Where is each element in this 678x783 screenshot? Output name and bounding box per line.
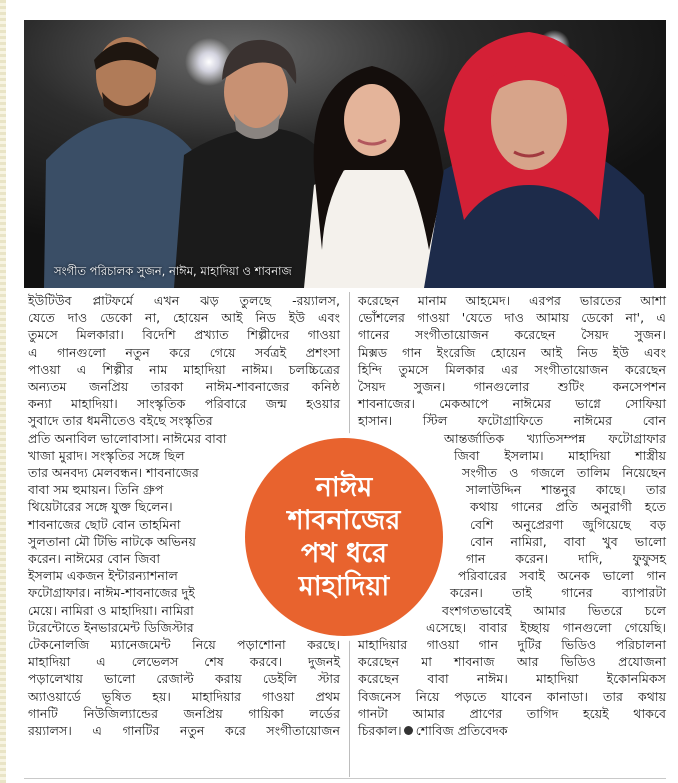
headline-line: শাবনাজের (287, 505, 401, 536)
text-line: টেকনোলজি ম্যানেজমেন্ট নিয়ে পড়াশোনা করছে। (28, 637, 340, 653)
text-line: গানটা আমার প্রাণের তাগিদ হয়েই থাকবে (358, 705, 666, 721)
page-edge-strip (0, 0, 6, 783)
text-line: রয়্যালস। এ গানটির নতুন করে সংগীতায়োজন (28, 723, 340, 739)
text-line: যেতে দাও ডেকো না, হোয়েন আই নিড ইউ এবং (28, 310, 340, 326)
text-line: পরিবারের সবাই অনেক ভালো গান (458, 568, 666, 584)
text-line: গানটি নিউজিল্যান্ডের জনপ্রিয় গায়িকা লর্ডের (28, 705, 340, 721)
text-line: মাহাদিয়া এ লেভেলস শেষ করবে। দুজনই (28, 654, 340, 670)
text-line: এসেছে। বাবার ইচ্ছায় গানগুলো গেয়েছি। (426, 619, 666, 635)
text-line: জিবা ইসলাম। মাহাদিয়া শাস্ত্রীয় (454, 447, 666, 463)
text-line: করেন। নাঈমের বোন জিবা (28, 551, 161, 567)
text-line: পড়ালেখায় ভালো রেজাল্ট করায় ডেইলি স্টার (28, 671, 340, 687)
text-line: সুলতানা মৌ টিভি নাটকে অভিনয় (28, 533, 196, 549)
text-line-with-byline (358, 722, 666, 739)
text-line: সুবাদে তার ধমনীতেও বইছে সংস্কৃতির (28, 413, 213, 429)
photo-caption: সংগীত পরিচালক সুজন, নাঈম, মাহাদিয়া ও শাবনাজ (54, 264, 292, 278)
text-line: করেছেন বাবা নাঈম। মাহাদিয়া ইকোনমিকস (358, 671, 666, 687)
text-line: আন্তর্জাতিক খ্যাতিসম্পন্ন ফটোগ্রাফার (444, 430, 666, 446)
text-line: মিক্সড গান ইংরেজি হোয়েন আই নিড ইউ এবং (358, 344, 666, 360)
text-line: খাজা মুরাদ। সংস্কৃতির সঙ্গে ছিল (28, 447, 185, 463)
text-line: সৈয়দ সুজন। গানগুলোর শুটিং কনসেপশন (358, 379, 666, 395)
group-photo-illustration (24, 20, 666, 288)
text-line: তার অনবদ্য মেলবন্ধন। শাবনাজের (28, 465, 199, 481)
text-line: হাসান। স্টিল ফটোগ্রাফিতে নাঈমের বোন (358, 413, 666, 429)
headline-circle (245, 438, 443, 636)
text-line: থিয়েটারের সঙ্গে যুক্ত ছিলেন। (28, 499, 173, 515)
text-line: কথায় গানের প্রতি অনুরাগী হতে (470, 499, 666, 515)
bullet-dot-icon (404, 726, 413, 735)
text-line-end: চিরকাল। (358, 723, 402, 739)
text-line: শাবনাজের। মেকআপে নাঈমের ভাগ্নে সোফিয়া (358, 396, 666, 412)
text-line: করেন। তাই গানের ব্যাপারটা (450, 585, 666, 601)
text-line: মাহাদিয়ার গাওয়া গান দুটির ভিডিও পরিচালনা (358, 637, 666, 653)
text-line: গানের সংগীতায়োজন করেছেন সৈয়দ সুজন। (358, 327, 666, 343)
headline-line: নাঈম (315, 472, 373, 503)
text-line: গান করেন। দাদি, ফুফুসহ (466, 551, 666, 567)
text-line: বোন নামিরা, বাবা খুব ভালো (470, 533, 666, 549)
text-line: বাবা সম হুমায়ন। তিনি গ্রুপ (28, 482, 164, 498)
text-line: পাওয়া এ শিল্পীর নাম মাহাদিয়া নাঈম। চলচ্চিত্রের (28, 361, 340, 377)
text-line: শাবনাজের ছোট বোন তাহমিনা (28, 516, 181, 532)
text-line: মেয়ে। নামিরা ও মাহাদিয়া। নামিরা (28, 602, 194, 618)
text-line: টরেন্টোতে ইনভারমেন্ট ডিজিস্টার (28, 619, 194, 635)
text-line: করেছেন মা শাবনাজ আর ভিডিও প্রযোজনা (358, 654, 666, 670)
article-photo (24, 20, 666, 288)
byline: শোবিজ প্রতিবেদক (415, 723, 508, 739)
text-line: প্রতি অনাবিল ভালোবাসা। নাঈমের বাবা (28, 430, 227, 446)
text-line: বংশগতভাবেই আমার ভিতরে চলে (442, 602, 666, 618)
bottom-rule (24, 778, 666, 779)
headline-line: পথ ধরে (300, 538, 388, 569)
text-line: কন্যা মাহাদিয়া। সাংস্কৃতিক পরিবারে জন্ম হওয়ার (28, 396, 340, 412)
text-line: ফটোগ্রাফার। নাঈম-শাবনাজের দুই (28, 585, 195, 601)
text-line: অন্যতম জনপ্রিয় তারকা নাঈম-শাবনাজের কনিষ্ঠ (28, 379, 340, 395)
text-line: ইউটিউব প্লাটফর্মে এখন ঝড় তুলছে -রয়্যালস, (28, 293, 340, 308)
text-line: ইসলাম একজন ইন্টারন্যাশনাল (28, 568, 178, 584)
text-line: ভোঁশলের গাওয়া 'যেতে দাও আমায় ডেকো না', এ (358, 310, 666, 326)
text-line: সালাউদ্দিন শান্তনুর কাছে। তার (466, 482, 666, 498)
text-line: বেশি অনুপ্রেরণা জুগিয়েছে বড় (470, 516, 666, 532)
text-line: হিন্দি তুমসে মিলকার এর সংগীতায়োজন করেছেন (358, 361, 666, 377)
text-line: এ গানগুলো নতুন করে গেয়ে সর্বত্রই প্রশংসা (28, 344, 340, 360)
text-line: সংগীত ও গজলে তালিম নিয়েছেন (462, 465, 666, 481)
headline-line: মাহাদিয়া (298, 571, 390, 602)
text-line: করেছেন মানাম আহমেদ। এরপর ভারতের আশা (358, 293, 666, 308)
text-line: অ্যাওয়ার্ডে ভূষিত হয়। মাহাদিয়ার গাওয়া প্রথম (28, 688, 340, 704)
text-line: বিজনেস নিয়ে পড়তে যাবেন কানাডা। তার কথায় (358, 688, 666, 704)
text-line: তুমসে মিলকারা। বিদেশি প্রখ্যাত শিল্পীদের গাওয়া (28, 327, 340, 343)
